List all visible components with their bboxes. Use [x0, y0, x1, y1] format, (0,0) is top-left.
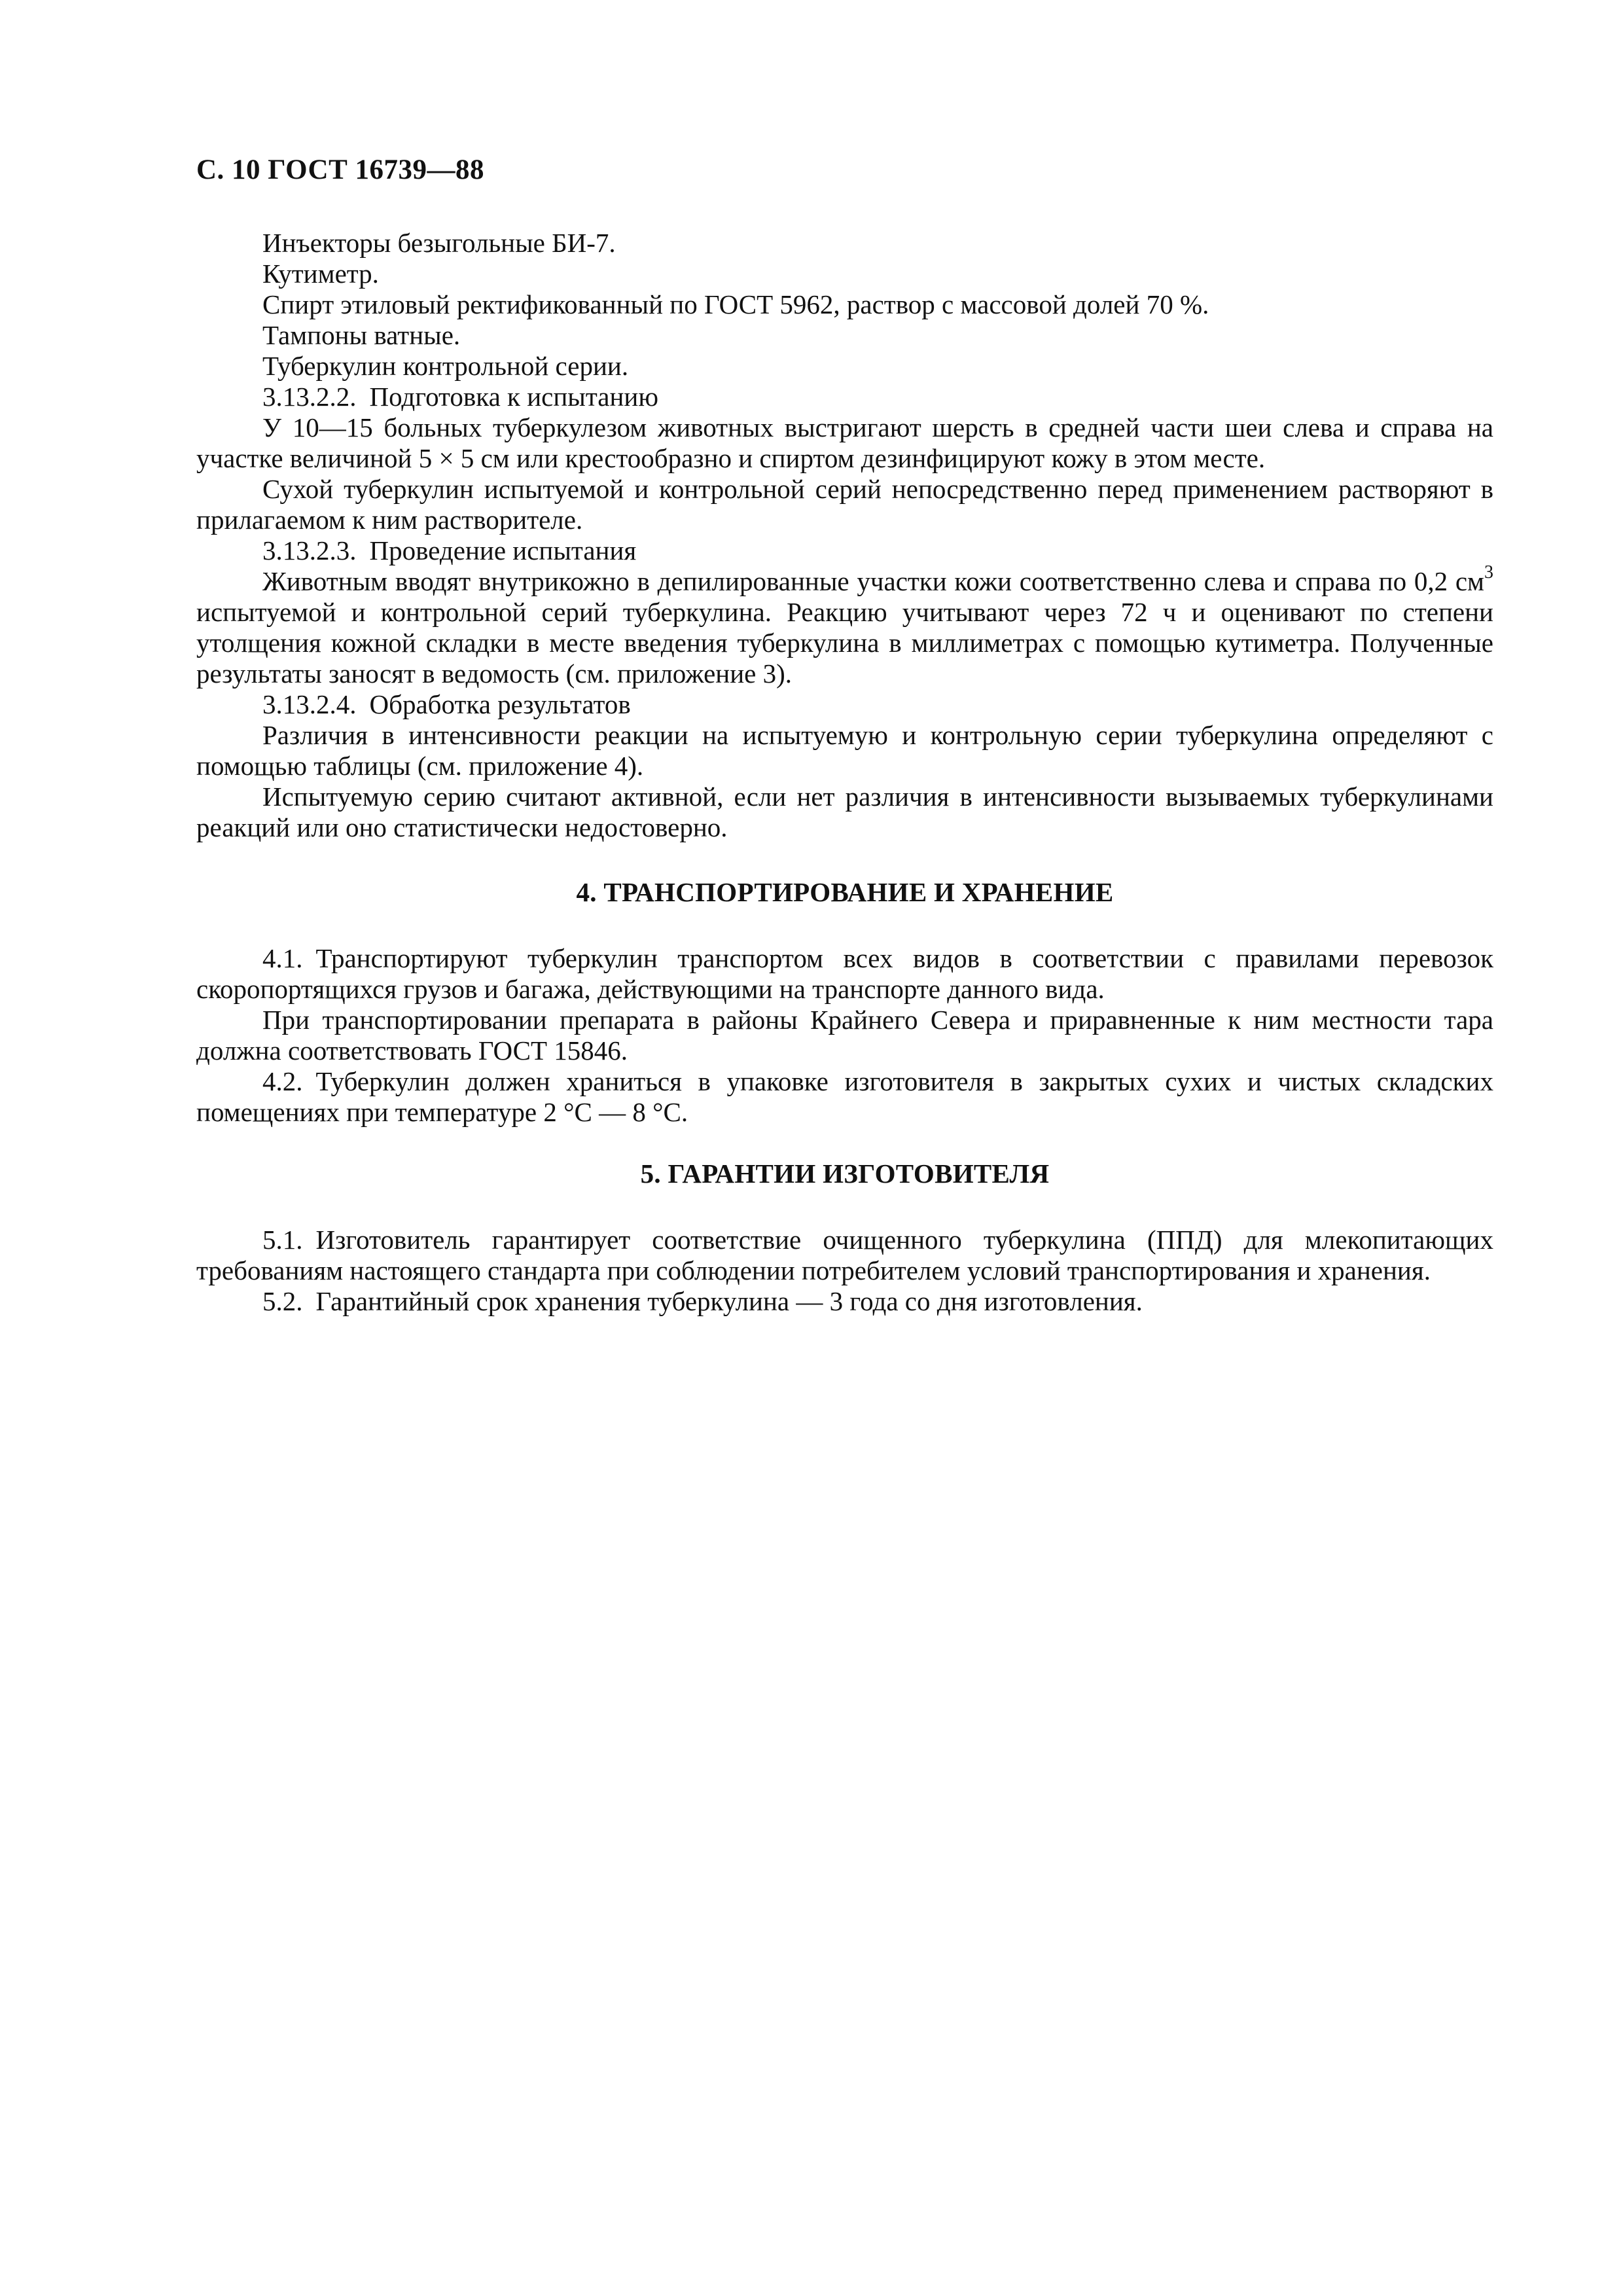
document-body [196, 228, 1493, 1317]
list-item-control-tuberculin: Туберкулин контрольной серии. [262, 351, 629, 381]
subsection-heading-3-13-2-3 [196, 535, 1493, 566]
paragraph-text: Транспортируют туберкулин транспортом всех видов в соответствии с правилами перевозок скоропортящихся грузов и багажа, действующими на транспорте данного вида. [196, 943, 1493, 1004]
subsection-title: Проведение испытания [369, 535, 637, 565]
clause-number: 4.2. [262, 1066, 303, 1096]
paragraph: Испытуемую серию считают активной, если нет различия в интенсивности вызываемых туберкулинами реакций или оно статистически недостоверно. [196, 781, 1493, 842]
list-item-injectors: Инъекторы безыгольные БИ-7. [262, 228, 616, 258]
subsection-title: Подготовка к испытанию [369, 382, 658, 412]
subsection-heading-3-13-2-4 [196, 689, 1493, 720]
section-heading-4: 4. ТРАНСПОРТИРОВАНИЕ И ХРАНЕНИЕ [576, 877, 1114, 907]
paragraph: При транспортировании препарата в районы Крайнего Севера и приравненные к ним местности тара должна соответствовать ГОСТ 15846. [196, 1005, 1493, 1066]
superscript: 3 [1484, 562, 1493, 583]
clause-number: 5.2. [262, 1286, 303, 1316]
paragraph-4-2 [196, 1066, 1493, 1128]
paragraph-5-1 [196, 1225, 1493, 1286]
list-item-cutimeter: Кутиметр. [262, 259, 379, 289]
paragraph-5-2 [196, 1286, 1493, 1317]
paragraph-text: Туберкулин должен храниться в упаковке изготовителя в закрытых сухих и чистых складских помещениях при температуре 2 °С — 8 °С. [196, 1066, 1493, 1127]
clause-number: 5.1. [262, 1225, 303, 1255]
subsection-number: 3.13.2.2. [262, 382, 357, 412]
paragraph-text: Гарантийный срок хранения туберкулина — 3 года со дня изготовления. [315, 1286, 1143, 1316]
clause-number: 4.1. [262, 943, 303, 973]
paragraph: У 10—15 больных туберкулезом животных выстригают шерсть в средней части шеи слева и справа на участке величиной 5 × 5 см или крестообразно и спиртом дезинфицируют кожу в этом месте. [196, 412, 1493, 473]
subsection-title: Обработка результатов [369, 689, 631, 719]
subsection-number: 3.13.2.3. [262, 535, 357, 565]
paragraph: Различия в интенсивности реакции на испытуемую и контрольную серии туберкулина определяют с помощью таблицы (см. приложение 4). [196, 720, 1493, 781]
subsection-number: 3.13.2.4. [262, 689, 357, 719]
list-item-tampons: Тампоны ватные. [262, 320, 461, 350]
paragraph: Сухой туберкулин испытуемой и контрольной серий непосредственно перед применением растворяют в прилагаемом к ним растворителе. [196, 474, 1493, 535]
paragraph [196, 562, 1493, 689]
subsection-heading-3-13-2-2 [196, 382, 1493, 412]
paragraph-4-1 [196, 943, 1493, 1005]
section-heading-5: 5. ГАРАНТИИ ИЗГОТОВИТЕЛЯ [640, 1158, 1050, 1189]
paragraph-text: Животным вводят внутрикожно в депилированные участки кожи соответственно слева и справа по 0,2 см [262, 566, 1484, 596]
list-item-alcohol: Спирт этиловый ректификованный по ГОСТ 5962, раствор с массовой долей 70 %. [262, 289, 1209, 319]
paragraph-text: Изготовитель гарантирует соответствие очищенного туберкулина (ППД) для млекопитающих требованиям настоящего стандарта при соблюдении потребителем условий транспортирования и хранения. [196, 1225, 1493, 1285]
paragraph-text: испытуемой и контрольной серий туберкулина. Реакцию учитывают через 72 ч и оценивают по степени утолщения кожной складки в месте введения туберкулина в миллиметрах с помощью кутиметра. Полученные результаты заносят в ведомость (см. приложение 3). [196, 597, 1493, 689]
page-header: С. 10 ГОСТ 16739—88 [196, 154, 485, 185]
